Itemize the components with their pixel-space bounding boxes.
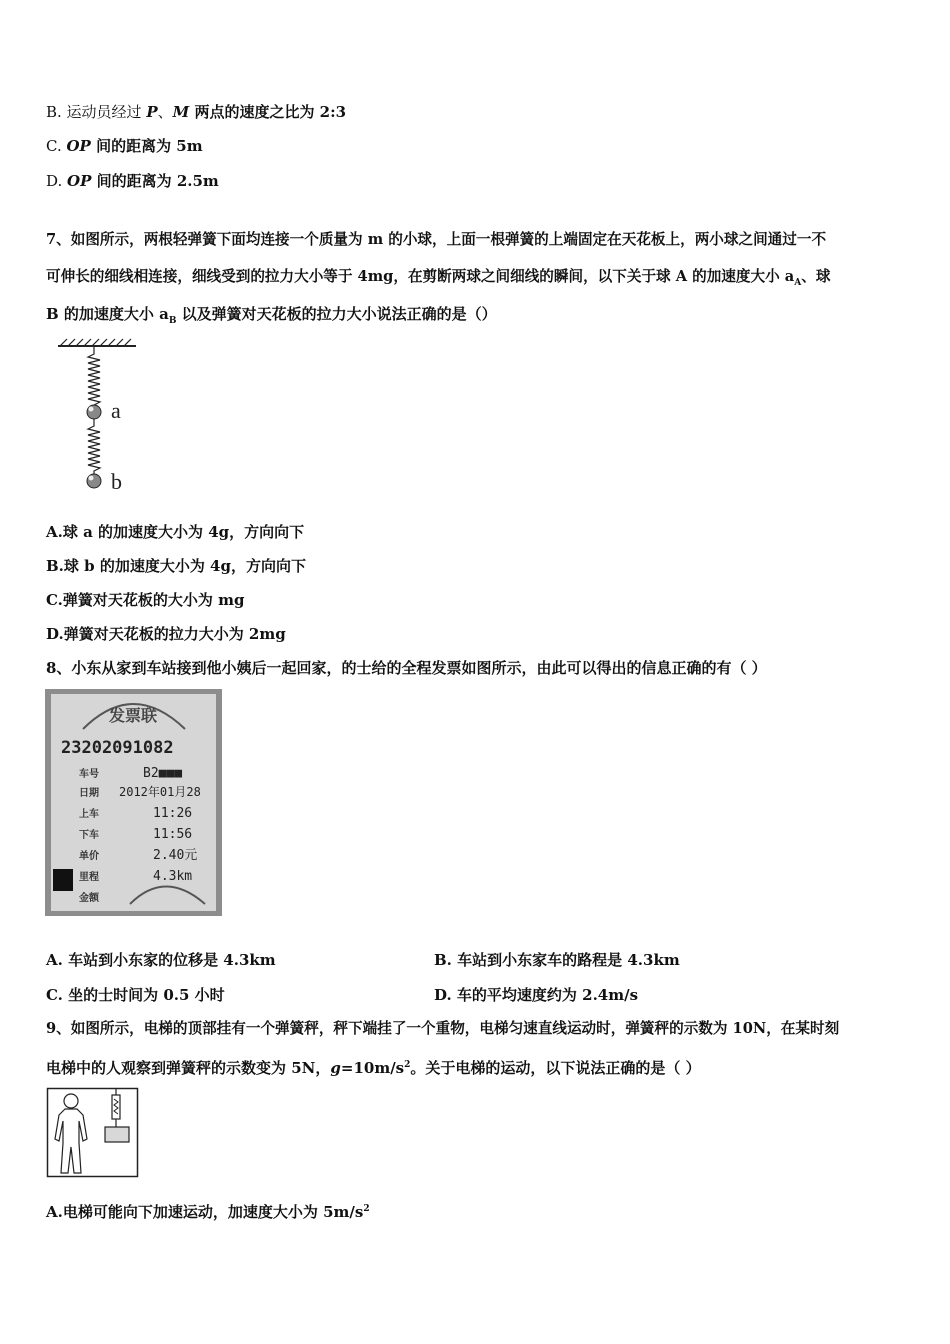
stem-text: B 的加速度大小 a <box>46 305 169 323</box>
ball-b-highlight <box>89 476 94 481</box>
receipt-value: 11:26 <box>153 806 193 821</box>
superscript: 2 <box>363 1204 370 1214</box>
subscript: A <box>794 277 802 288</box>
lower-spring <box>88 419 100 474</box>
q8-option-a: A. 车站到小东家的位移是 4.3km <box>46 951 276 969</box>
ball-b <box>87 474 101 488</box>
separator: 、 <box>157 103 173 121</box>
label-a: a <box>111 398 121 423</box>
label-b: b <box>111 469 122 494</box>
receipt-label: 金额 <box>79 893 99 904</box>
q6-option-b <box>46 102 346 122</box>
option-text: 间的距离为 2.5m <box>91 172 219 190</box>
q7-stem-line-3 <box>46 304 497 331</box>
receipt-label: 里程 <box>79 872 99 883</box>
ball-a-highlight <box>89 407 94 412</box>
receipt-label: 下车 <box>79 830 99 841</box>
stem-text: =10m/s <box>340 1059 405 1077</box>
q6-option-d <box>46 171 219 191</box>
stem-text: 。关于电梯的运动，以下说法正确的是（ ） <box>410 1059 701 1077</box>
q8-option-c: C. 坐的士时间为 0.5 小时 <box>46 986 225 1004</box>
receipt-value: 11:56 <box>153 827 193 842</box>
q9-option-a <box>46 1199 370 1222</box>
q8-option-d: D. 车的平均速度约为 2.4m/s <box>434 986 639 1004</box>
q6-option-c <box>46 136 203 156</box>
option-text: D. <box>46 172 68 190</box>
variable: M <box>172 103 190 121</box>
q7-option-d: D.弹簧对天花板的拉力大小为 2mg <box>46 625 286 643</box>
receipt-label: 车号 <box>79 769 99 780</box>
option-text: A.电梯可能向下加速运动，加速度大小为 5m/s <box>46 1203 364 1221</box>
option-text: C. <box>46 137 67 155</box>
stem-text: 可伸长的细线相连接，细线受到的拉力大小等于 4mg，在剪断两球之间细线的瞬间，以下关于球 A 的加速度大小 a <box>46 268 795 285</box>
receipt-value: 2012年01月28 <box>119 785 201 799</box>
q7-option-a: A.球 a 的加速度大小为 4g，方向向下 <box>46 523 305 541</box>
receipt-label: 上车 <box>79 809 99 820</box>
variable: g <box>330 1059 341 1077</box>
q7-option-b: B.球 b 的加速度大小为 4g，方向向下 <box>46 557 306 575</box>
stem-text: 以及弹簧对天花板的拉力大小说法正确的是（） <box>176 305 497 323</box>
black-block <box>53 869 73 891</box>
taxi-receipt-image <box>45 689 222 916</box>
variable: OP <box>67 172 92 190</box>
option-text: 间的距离为 5m <box>90 137 203 155</box>
ball-a <box>87 405 101 419</box>
receipt-header: 发票联 <box>108 708 158 725</box>
receipt-value: 4.3km <box>153 869 193 884</box>
q8-stem: 8、小东从家到车站接到他小姨后一起回家，的士给的全程发票如图所示，由此可以得出的信息正确的有（ ） <box>46 659 767 677</box>
spring-ball-figure <box>50 336 150 496</box>
option-text: B. 运动员经过 <box>46 103 147 121</box>
receipt-label: 日期 <box>79 788 99 799</box>
receipt-number: 23202091082 <box>61 738 174 758</box>
stem-text: 电梯中的人观察到弹簧秤的示数变为 5N， <box>46 1059 331 1077</box>
variable: P <box>146 103 158 121</box>
elevator-figure <box>46 1087 139 1178</box>
ceiling-hatch <box>60 339 131 346</box>
q7-option-c: C.弹簧对天花板的大小为 mg <box>46 591 245 609</box>
subscript: B <box>168 316 177 326</box>
receipt-label: 单价 <box>79 851 99 862</box>
q7-stem-line-2 <box>46 267 830 293</box>
receipt-value: 2.40元 <box>153 848 198 863</box>
q9-stem-line-2 <box>46 1055 701 1078</box>
receipt-value: B2■■■ <box>143 766 183 781</box>
q9-stem-line-1: 9、如图所示，电梯的顶部挂有一个弹簧秤，秤下端挂了一个重物，电梯匀速直线运动时，弹簧秤的示数为 10N，在某时刻 <box>46 1020 840 1037</box>
variable: OP <box>66 137 91 155</box>
stem-text: 、球 <box>801 268 831 285</box>
upper-spring <box>88 346 100 406</box>
superscript: 2 <box>404 1060 411 1070</box>
option-text: 两点的速度之比为 2:3 <box>189 103 347 121</box>
q8-option-b: B. 车站到小东家车的路程是 4.3km <box>434 951 680 969</box>
weight-icon <box>105 1127 129 1142</box>
q7-stem-line-1: 7、如图所示，两根轻弹簧下面均连接一个质量为 m 的小球，上面一根弹簧的上端固定在天花板上，两小球之间通过一不 <box>46 231 827 248</box>
